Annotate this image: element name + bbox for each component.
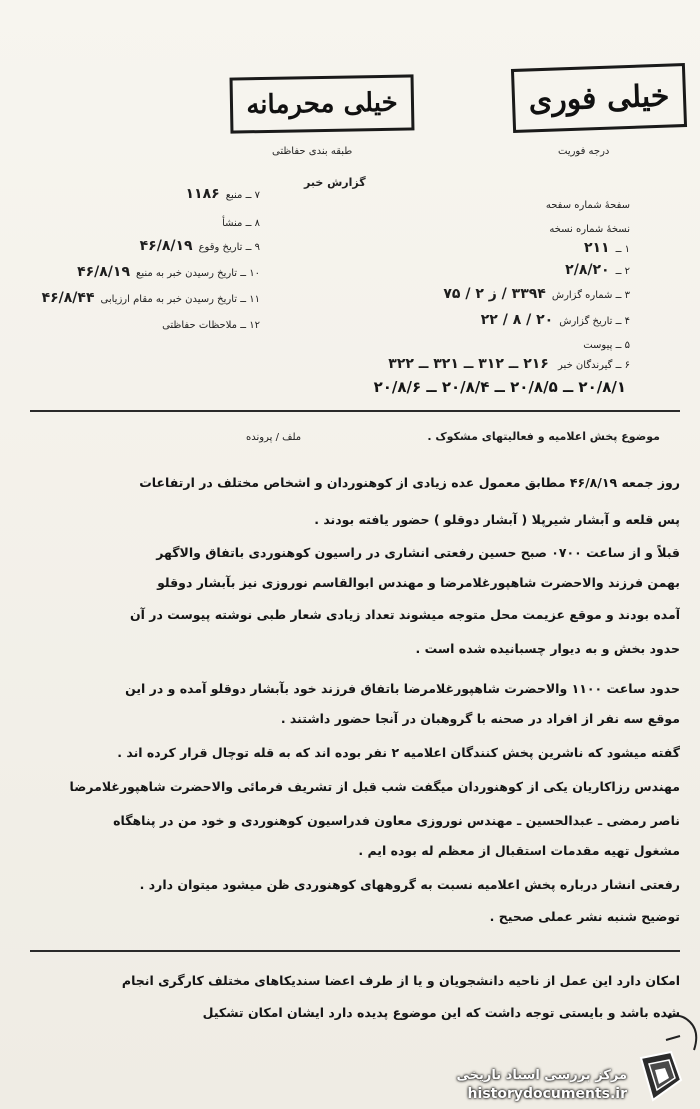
field-evaluation-received-date: ۱۱ ــ تاریخ رسیدن خبر به مقام ارزیابی۴۶/۸/۴۴: [41, 290, 260, 306]
evaluation-divider: [30, 950, 680, 952]
body-line: موقع سه نفر از افراد در صحنه با گروهبان در آنجا حضور داشتند .: [280, 711, 680, 726]
urgency-stamp: خیلی فوری: [511, 63, 687, 133]
evaluation-line: امکان دارد این عمل از ناحیه دانشجویان و یا از طرف اعضا سندیکاهای مختلف کارگری انجام: [121, 973, 680, 988]
field-report-number: ۳ ــ شماره گزارش۳۳۹۴ / ز ۲ / ۷۵: [443, 286, 630, 302]
field-source-received-date: ۱۰ ــ تاریخ رسیدن خبر به منبع۴۶/۸/۱۹: [77, 264, 260, 280]
field-origin: ۸ ــ منشأ: [222, 218, 260, 229]
subject-line: موضوع پخش اعلامیه و فعالیتهای مشکوک .: [427, 430, 660, 443]
body-line: بهمن فرزند والاحضرت شاهپورغلامرضا و مهندس ابوالقاسم نوروزی نیز بآبشار دوقلو: [157, 575, 680, 590]
body-line: مهندس رزاکاریان یکی از کوهنوردان میگفت شب قبل از تشریف فرمائی والاحضرت شاهپورغلامرضا: [69, 779, 680, 794]
field-2: ۲ ــ۲/۸/۲۰: [565, 262, 630, 278]
body-line: روز جمعه ۴۶/۸/۱۹ مطابق معمول عده زیادی از کوهنوردان و اشخاص مختلف در ارتفاعات: [139, 475, 680, 490]
body-line: حدود ساعت ۱۱۰۰ والاحضرت شاهپورغلامرضا باتفاق فرزند خود بآبشار دوقلو آمده و در این: [125, 681, 680, 696]
body-line: قبلاً و از ساعت ۰۷۰۰ صبح حسین رفعتی انشاری در راسیون کوهنوردی باتفاق والاگهر: [156, 545, 680, 560]
header-divider: [30, 410, 680, 412]
field-copy-number: نسخهٔ شماره نسخه: [549, 224, 630, 235]
classification-stamp: خیلی محرمانه: [230, 74, 415, 133]
watermark-persian: مرکز بررسی اسناد تاریخی: [456, 1068, 627, 1083]
body-line: حدود بخش و به دیوار چسبانیده شده است .: [415, 641, 680, 656]
body-line: ناصر رمضی ـ عبدالحسین ـ مهندس نوروزی معاون فدراسیون کوهنوردی و خود من در پناهگاه: [113, 813, 680, 828]
field-1: ۱ ــ۲۱۱: [583, 240, 630, 256]
distribution-dates: ۲۰/۸/۱ ــ ۲۰/۸/۵ ــ ۲۰/۸/۴ ــ ۲۰/۸/۶: [373, 378, 626, 396]
field-report-date: ۴ ــ تاریخ گزارش۲۰ / ۸ / ۲۲: [480, 312, 630, 328]
distribution-numbers: ۲۱۶ ــ ۳۱۲ ــ ۳۲۱ ــ ۳۲۲: [388, 356, 549, 372]
body-line: پس قلعه و آبشار شیرپلا ( آبشار دوقلو ) حضور یافته بودند .: [314, 512, 680, 527]
body-line: آمده بودند و موقع عزیمت محل متوجه میشوند تعداد زیادی شعار طبی نوشته پیوست در آن: [129, 607, 680, 622]
body-line: توضیح شنبه نشر عملی صحیح .: [489, 909, 680, 924]
field-security-notes: ۱۲ ــ ملاحظات حفاظتی: [162, 320, 260, 331]
field-source: ۷ ــ منبع۱۱۸۶: [185, 186, 260, 202]
classification-label: طبقه بندی حفاظتی: [272, 146, 353, 157]
body-line: رفعتی انشار درباره پخش اعلامیه نسبت به گروههای کوهنوردی ظن میشود میتوان دارد .: [139, 877, 680, 892]
field-event-date: ۹ ــ تاریخ وقوع۴۶/۸/۱۹: [139, 238, 260, 254]
distribution-row: ۶ ــ گیرندگان خبر ۲۱۶ ــ ۳۱۲ ــ ۳۲۱ ــ ۳۲۲: [388, 356, 630, 372]
body-line: گفته میشود که ناشرین پخش کنندگان اعلامیه ۲ نفر بوده اند که به قله توچال قرار کرده اند .: [117, 745, 680, 760]
archive-logo-icon: [631, 1050, 691, 1106]
urgency-label: درجه فوریت: [558, 146, 610, 157]
evaluation-line: شده باشد و بایستی توجه داشت که این موضوع پدیده دارد ایشان امکان تشکیل: [202, 1005, 680, 1020]
field-page-number: سفحهٔ شماره سفحه: [545, 200, 630, 211]
archive-watermark: [420, 1064, 695, 1106]
report-title: گزارش خبر: [304, 176, 366, 189]
body-line: مشغول تهیه مقدمات استقبال از معظم له بوده ایم .: [358, 843, 680, 858]
field-attachment: ۵ ــ پیوست: [583, 340, 630, 351]
file-label: ملف / پرونده: [246, 432, 302, 443]
watermark-url: historydocuments.ir: [467, 1086, 627, 1102]
